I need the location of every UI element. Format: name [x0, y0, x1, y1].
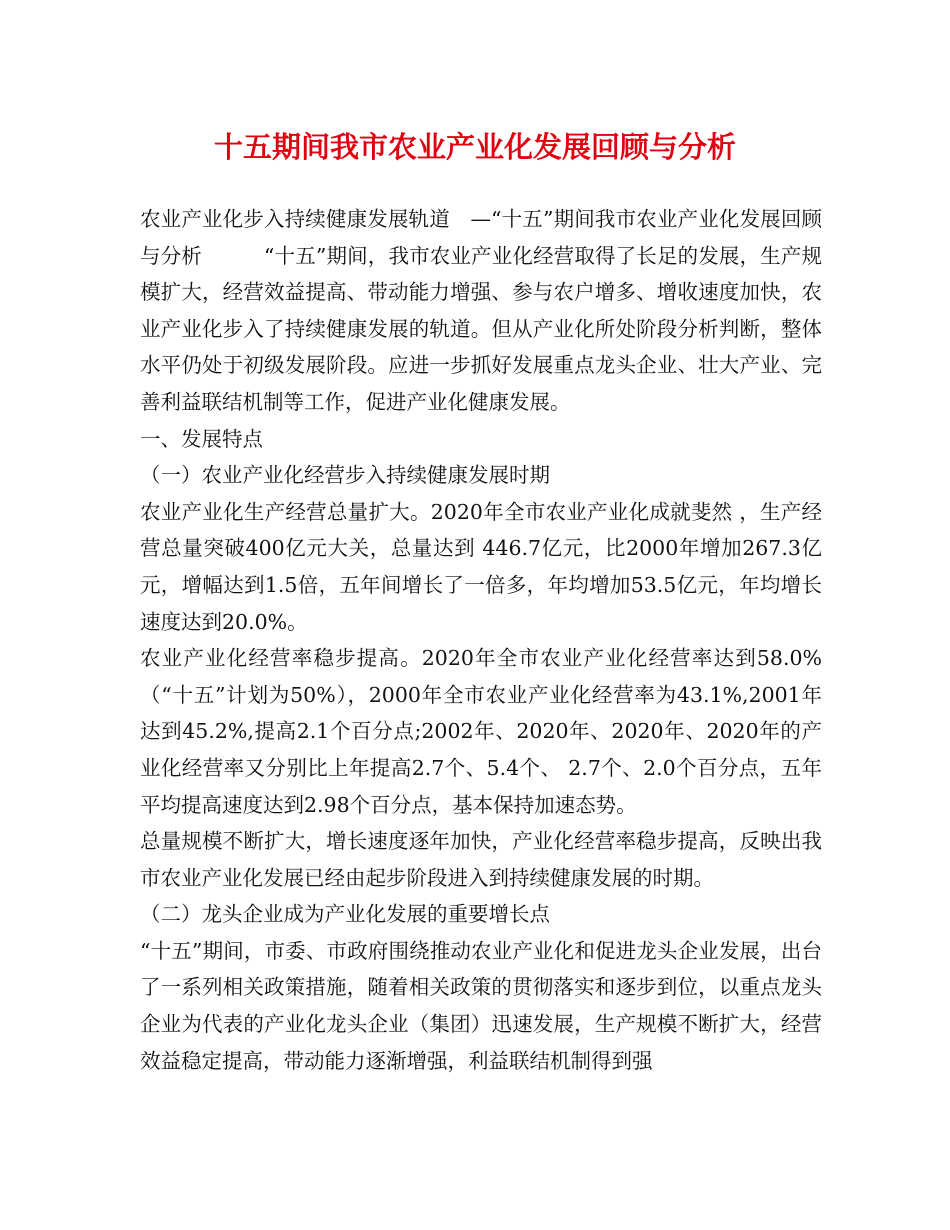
intro-paragraph: 农业产业化步入持续健康发展轨道 —“十五”期间我市农业产业化发展回顾与分析 “十五”期间，我市农业产业化经营取得了长足的发展，生产规模扩大，经营效益提高、带动能力增强、参与农户增多、增收速度加快，农业产业化步入了持续健康发展的轨道。但从产业化所处阶段分析判断，整体水平仍处于初级发展阶段。应进一步抓好发展重点龙头企业、壮大产业、完善利益联结机制等工作，促进产业化健康发展。	[140, 207, 822, 414]
body-paragraph: 农业产业化生产经营总量扩大。2020年全市农业产业化成就斐然 ，生产经营总量突破400亿元大关，总量达到 446.7亿元，比2000年增加267.3亿元，增幅达到1.5倍，五年间增长了一倍多，年均增加53.5亿元，年均增长速度达到20.0%。	[140, 499, 822, 634]
section-heading-1: 一、发展特点	[140, 426, 263, 451]
body-paragraph: 农业产业化经营率稳步提高。2020年全市农业产业化经营率达到58.0%（“十五”计划为50%），2000年全市农业产业化经营率为43.1%,2001年达到45.2%,提高2.1个百分点;2002年、2020年、2020年、2020年的产业化经营率又分别比上年提高2.7个、5.4个、 2.7个、2.0个百分点，五年平均提高速度达到2.98个百分点，基本保持加速态势。	[140, 646, 822, 817]
document-title: 十五期间我市农业产业化发展回顾与分析	[213, 130, 736, 164]
body-paragraph: “十五”期间，市委、市政府围绕推动农业产业化和促进龙头企业发展，出台了一系列相关政策措施，随着相关政策的贯彻落实和逐步到位，以重点龙头企业为代表的产业化龙头企业（集团）迅速发展，生产规模不断扩大，经营效益稳定提高，带动能力逐渐增强，利益联结机制得到强	[140, 938, 822, 1073]
subsection-heading-2: （二）龙头企业成为产业化发展的重要增长点	[140, 902, 550, 927]
subsection-heading-1: （一）农业产业化经营步入持续健康发展时期	[140, 463, 550, 488]
body-paragraph: 总量规模不断扩大，增长速度逐年加快，产业化经营率稳步提高，反映出我市农业产业化发展已经由起步阶段进入到持续健康发展的时期。	[140, 829, 822, 890]
document-body	[140, 201, 822, 1079]
